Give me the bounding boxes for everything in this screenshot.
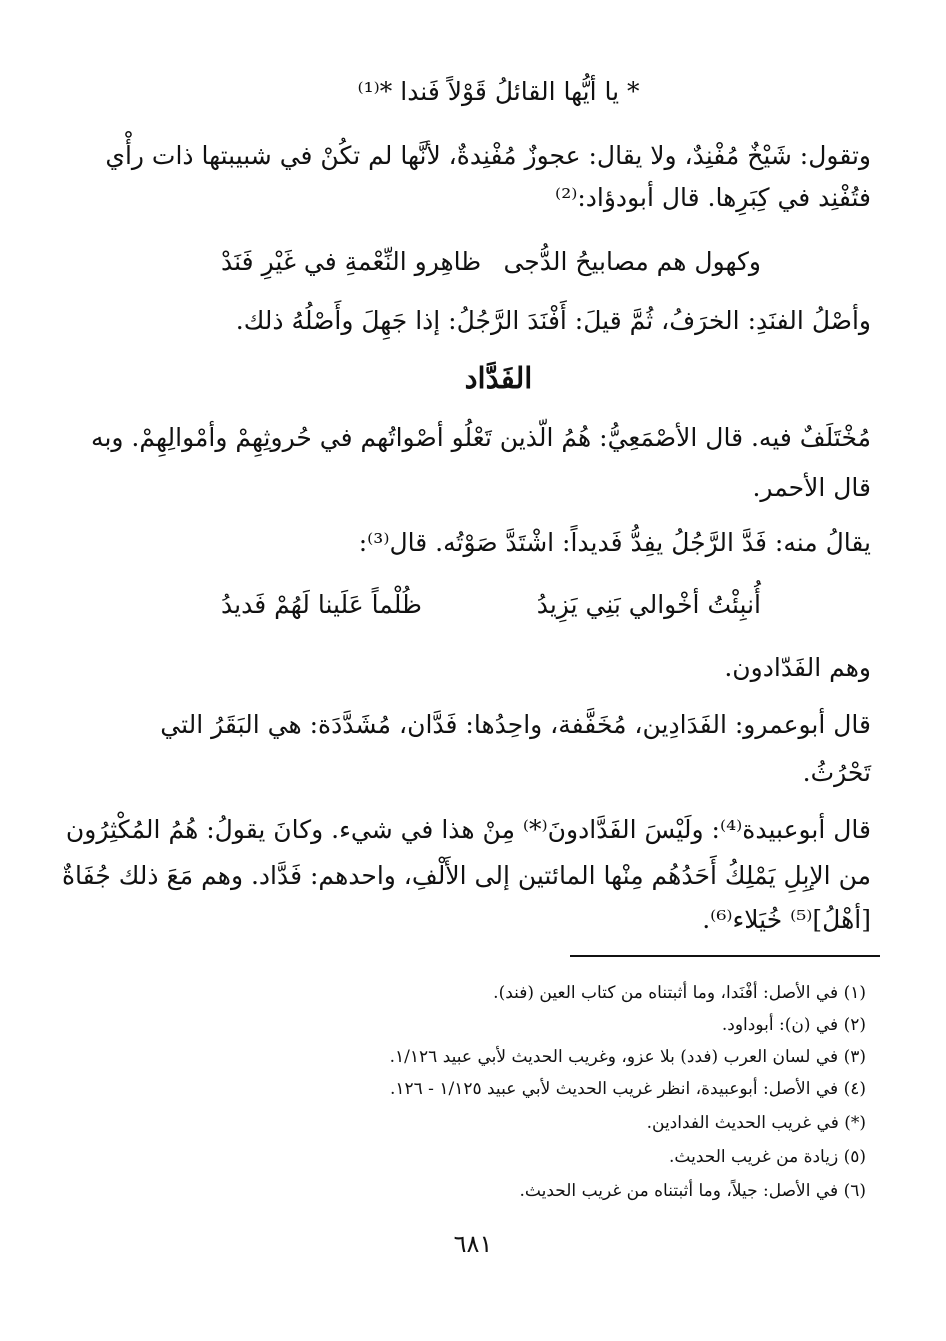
footnote: (*) في غريب الحديث الفدادين. [646,1113,866,1133]
footnote: (٣) في لسان العرب (فدد) بلا عزو، وغريب الحديث لأبي عبيد ١/١٢٦. [389,1047,866,1067]
footnote: (١) في الأصل: أفْنَدا، وما أثبتناه من كتاب العين (فند). [493,983,866,1003]
page-number: ٦٨١ [453,1230,493,1258]
paragraph-line: [أهْلُ]⁽⁵⁾ خُيَلاء⁽⁶⁾. [702,905,871,934]
footnote-divider [570,955,880,957]
hemistich-first: وكهول هم مصابيحُ الدُّجى [503,247,761,276]
paragraph-line: وأصْلُ الفنَدِ: الخرَفُ، ثُمَّ قيلَ: أَفْنَدَ الرَّجُلُ: إذا جَهِلَ وأَصْلُهُ ذلك. [235,306,871,335]
paragraph-line: قال الأحمر. [752,473,871,502]
hemistich-second: ظُلْماً عَلَينا لَهُمْ فَديدُ [221,590,422,619]
paragraph-line: قال أبوعبيدة⁽⁴⁾: ولَيْسَ الفَدَّادونَ⁽*⁾ مِنْ هذا في شيء. وكانَ يقولُ: هُمُ المُكْثِرُون [65,815,871,844]
paragraph-line: فتُفْنِد في كِبَرِها. قال أبودؤاد:⁽²⁾ [555,183,871,212]
verse-fragment: * يا أيُّها القائلُ قَوْلاً فَندا *⁽¹⁾ [357,77,640,106]
section-heading: الفَدَّاد [464,361,533,395]
footnote: (٢) في (ن): أبوداود. [721,1015,866,1035]
footnote: (٥) زيادة من غريب الحديث. [669,1147,866,1167]
footnote: (٦) في الأصل: جيلاً، وما أثبتناه من غريب الحديث. [519,1181,866,1201]
poetry-couplet [221,587,761,623]
paragraph-line: وتقول: شَيْخٌ مُفْنِدٌ، ولا يقال: عجوزٌ مُفْنِدةٌ، لأنَّها لم تكُنْ في شبيبتها ذات رأْي [105,141,871,170]
footnote: (٤) في الأصل: أبوعبيدة، انظر غريب الحديث لأبي عبيد ١/١٢٥ - ١٢٦. [389,1079,866,1099]
hemistich-first: أُنبِئْتُ أخْوالي بَنِي يَزِيدُ [536,590,761,619]
paragraph-line: من الإبِلِ يَمْلِكُ أَحَدُهُم مِنْها المائتين إلى الأَلْفِ، واحدهم: فَدَّاد. وهم مَعَ ذلك جُفَاةٌ [61,861,871,890]
paragraph-line: وهم الفَدّادون. [724,653,871,682]
paragraph-line: مُخْتَلَفٌ فيه. قال الأصْمَعِيُّ: هُمُ الّذين تَعْلُو أصْواتُهم في حُروثِهِمْ وأمْوالِهِمْ. وبه [91,423,871,452]
paragraph-line: تَحْرُثُ. [802,758,871,787]
paragraph-line: قال أبوعمرو: الفَدَادِين، مُخَفَّفة، واحِدُها: فَدَّان، مُشَدَّدَة: هي البَقَرُ التي [160,710,871,739]
poetry-couplet [221,244,761,280]
paragraph-line: يقالُ منه: فَدَّ الرَّجُلُ يفِدُّ فَديداً: اشْتَدَّ صَوْتُه. قال⁽³⁾: [358,528,871,557]
hemistich-second: ظاهِرو النِّعْمةِ في غَيْرِ فَنَدْ [221,247,482,276]
